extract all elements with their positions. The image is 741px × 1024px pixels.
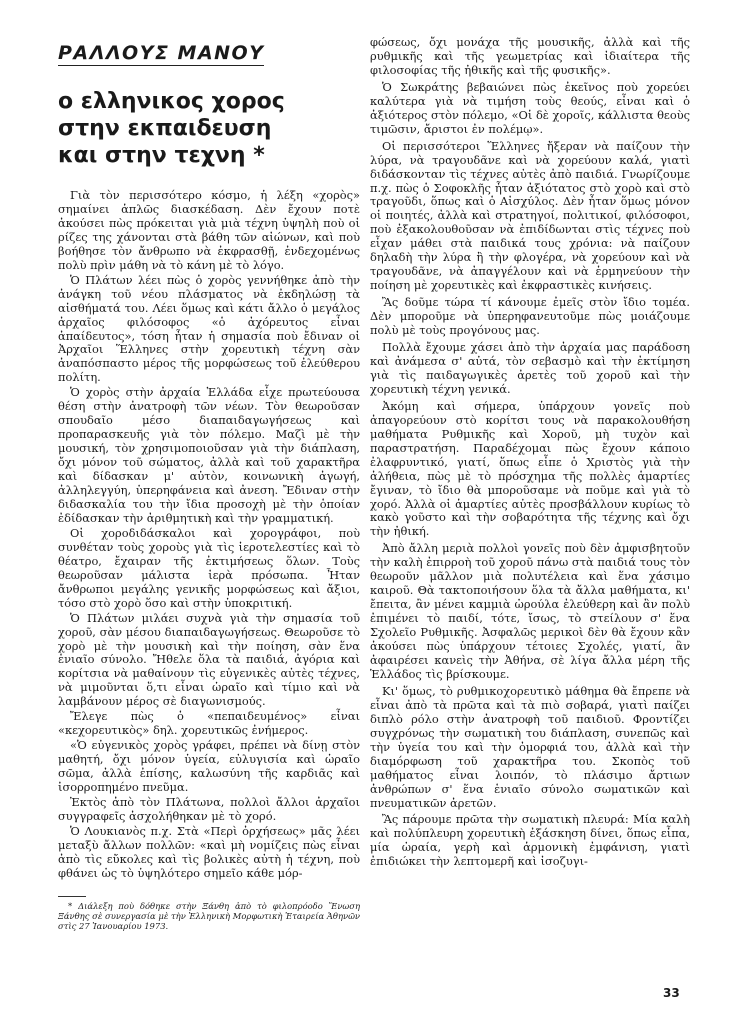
paragraph: Ἀκόμη καὶ σήμερα, ὑπάρχουν γονεῖς ποὺ ἀπαγορεύουν στὸ κορίτσι τους νὰ παρακολουθήση μαθήματα Ρυθμικῆς καὶ Χοροῦ, μὴ τυχὸν καὶ παραστρατήση. Παραδέχομαι πὼς ἔχουν κάποιο ἐλαφρυντικό, γιατί, ὅπως εἶπε ὁ Χριστὸς γιὰ τὴν ἀλήθεια, πὼς μὲ τὸ πρόσχημα τῆς πολλὲς ἁμαρτίες ἔγιναν, τὸ ἴδιο θὰ μποροῦσαμε νὰ ποῦμε καὶ γιὰ τὸ χορό. Ἀλλὰ οἱ ἁμαρτίες αὐτὲς προσβάλλουν κυρίως τὸ κακὸ γοῦστο καὶ τὴν σοβαρότητα τῆς τέχνης καὶ ὄχι τὴν ἠθική. (370, 398, 690, 539)
paragraph: Ἂς δοῦμε τώρα τί κάνουμε ἐμεῖς στὸν ἴδιο τομέα. Δὲν μποροῦμε νὰ ὑπερηφανευτοῦμε πὼς μοιάζουμε πολὺ μὲ τοὺς προγόνους μας. (370, 295, 690, 338)
title-line: και στην τεχνη * (58, 143, 265, 168)
paragraph: Ὁ χορὸς στὴν ἀρχαία Ἑλλάδα εἶχε πρωτεύουσα θέση στὴν ἀνατροφὴ τῶν νέων. Τὸν θεωροῦσαν σπουδαῖο μέσο διαπαιδαγωγήσεως καὶ προπαρασκευῆς γιὰ τὸν πόλεμο. Μαζὶ μὲ τὴν μουσική, τὸν χρησιμοποιοῦσαν γιὰ τὴν διάπλαση, ὄχι μόνον τοῦ σώματος, ἀλλὰ καὶ τοῦ χαρακτῆρα καὶ δίδασκαν μ' αὐτὸν, κοινωνικὴ ἀγωγή, ἀλληλεγγύη, ὑπερηφάνεια καὶ ἀνεση. Ἔδιναν στὴν διδασκαλία του τὴν ἴδια προσοχὴ μὲ τὴν ὁποίαν ἐδίδασκαν τὴν ἀριθμητικὴ καὶ τὴν γραμματική. (58, 385, 360, 525)
paragraph: Οἱ περισσότεροι Ἕλληνες ἤξεραν νὰ παίζουν τὴν λύρα, νὰ τραγουδᾶνε καὶ νὰ χορεύουν καλά, γιατὶ διδάσκονταν τὶς τέχνες αὐτὲς ἀπὸ παιδιά. Γνωρίζουμε π.χ. πὼς ὁ Σοφοκλῆς ἦταν ἀξιότατος στὸ χορὸ καὶ στὸ τραγοῦδι, ὅπως καὶ ὁ Αἰσχύλος. Δὲν ἦταν ὅμως μόνον οἱ ποιητές, ἀλλὰ καὶ στρατηγοί, πολιτικοί, φιλόσοφοι, ποὺ ἐξακολουθοῦσαν νὰ ἐπιδίδωνται στὶς τέχνες ποὺ εἶχαν μάθει στὰ παιδικά τους χρόνια: νὰ παίζουν δηλαδὴ τὴν λύρα ἢ τὴν φλογέρα, νὰ χορεύουν καὶ νὰ τραγουδᾶνε, νὰ ἀπαγγέλουν καὶ νὰ ἑρμηνεύουν τὴν ποίηση μὲ χορευτικὲς καὶ ἐκφραστικὲς κινήσεις. (370, 138, 690, 293)
article-title (58, 88, 360, 169)
title-line: στην εκπαιδευση (58, 116, 272, 141)
right-column (370, 36, 690, 872)
paragraph: Ἔλεγε πὼς ὁ «πεπαιδευμένος» εἶναι «κεχορευτικὸς» δηλ. χορευτικῶς ἐνήμερος. (58, 709, 360, 738)
paragraph: Ὁ Σωκράτης βεβαιώνει πὼς ἐκεῖνος ποὺ χορεύει καλύτερα γιὰ νὰ τιμήση τοὺς θεούς, εἶναι καὶ ὁ ἀξιότερος στὸν πόλεμο, «Οἱ δὲ χοροῖς, κάλλιστα θεοὺς τιμῶσιν, ἄριστοι ἐν πολέμῳ». (370, 79, 690, 136)
paragraph: Ἐκτὸς ἀπὸ τὸν Πλάτωνα, πολλοὶ ἄλλοι ἀρχαῖοι συγγραφεῖς ἀσχολήθηκαν μὲ τὸ χορό. (58, 794, 360, 823)
paragraph: Οἱ χοροδιδάσκαλοι καὶ χορογράφοι, ποὺ συνθέταν τοὺς χοροὺς γιὰ τὶς ἱεροτελεστίες καὶ τὸ θέατρο, ἔχαιραν τῆς ἐκτιμήσεως ὅλων. Τοὺς θεωροῦσαν μάλιστα ἱερὰ πρόσωπα. Ἦταν ἄνθρωποι μεγάλης γενικῆς μορφώσεως καὶ ἄξιοι, τόσο στὸ χορὸ ὅσο καὶ στὴν ὑποκριτική. (58, 525, 360, 610)
paragraph: «Ὁ εὐγενικὸς χορὸς γράφει, πρέπει νὰ δίνῃ στὸν μαθητή, ὄχι μόνον ὑγεία, εὐλυγισία καὶ ὡραῖο σῶμα, ἀλλὰ ἐπίσης, καλωσύνη τῆς καρδιᾶς καὶ ἰσορροπημένο πνεῦμα. (58, 738, 360, 795)
left-column (58, 42, 360, 932)
paragraph: Πολλὰ ἔχουμε χάσει ἀπὸ τὴν ἀρχαία μας παράδοση καὶ ἀνάμεσα σ' αὐτά, τὸν σεβασμὸ καὶ τὴν ἐκτίμηση γιὰ τὶς παιδαγωγικὲς ἀρετὲς τοῦ χοροῦ καὶ τὴν χορευτικὴ τέχνη γενικά. (370, 340, 690, 396)
paragraph: Ὁ Πλάτων μιλάει συχνὰ γιὰ τὴν σημασία τοῦ χοροῦ, σὰν μέσου διαπαιδαγωγήσεως. Θεωροῦσε τὸ χορὸ μὲ τὴν μουσικὴ καὶ τὴν ποίηση, σὰν ἕνα ἑνιαῖο σύνολο. Ἤθελε ὅλα τὰ παιδιά, ἀγόρια καὶ κορίτσια νὰ μαθαίνουν τὶς εὐγενικὲς αὐτὲς τέχνες, νὰ μιμοῦνται ὅ,τι εἶναι ὡραῖο καὶ τίμιο καὶ νὰ λαμβάνουν μέρος σὲ διαγωνισμούς. (58, 610, 360, 709)
author-name: ΡΑΛΛΟΥΣ ΜΑΝΟΥ (58, 42, 265, 64)
page-number: 33 (663, 986, 680, 1000)
paragraph: Κι' ὅμως, τὸ ρυθμικοχορευτικὸ μάθημα θὰ ἔπρεπε νὰ εἶναι ἀπὸ τὰ πρῶτα καὶ τὰ πιὸ σοβαρά, γιατὶ παίζει διπλὸ ρόλο στὴν ἀνατροφὴ τοῦ παιδιοῦ. Φροντίζει συγχρόνως τὴν σωματικὴ του διάπλαση, συνεπῶς καὶ τὴν ὑγεία του καὶ τὴν ὀμορφιά του, ἀλλὰ καὶ τὴν διαμόρφωση τοῦ χαρακτῆρα του. Σκοπὸς τοῦ μαθήματος εἶναι λοιπόν, τὸ πλάσιμο ἄρτιων ἀνθρώπων σ' ἕνα ἑνιαῖο σύνολο σωματικῶν καὶ πνευματικῶν ἀρετῶν. (370, 683, 690, 810)
paragraph: Ὁ Πλάτων λέει πὼς ὁ χορὸς γεννήθηκε ἀπὸ τὴν ἀνάγκη τοῦ νέου πλάσματος νὰ ἐκδηλώσῃ τὰ αἰσθήματά του. Λέει ὅμως καὶ κάτι ἄλλο ὁ μεγάλος ἀρχαῖος φιλόσοφος «ὁ ἀχόρευτος εἶναι ἀπαίδευτος», τόση ἦταν ἡ σημασία ποὺ ἔδιναν οἱ Ἀρχαῖοι Ἕλληνες στὴν χορευτικὴ τέχνη σὰν ἀναπόσπαστο μέρος τῆς μορφώσεως τοῦ ἐλεύθερου πολίτη. (58, 272, 360, 385)
paragraph: Ἀπὸ ἄλλη μεριὰ πολλοὶ γονεῖς ποὺ δὲν ἀμφισβητοῦν τὴν καλὴ ἐπιρροὴ τοῦ χοροῦ πάνω στὰ παιδιά τους τὸν θεωροῦν μᾶλλον μιὰ πολυτέλεια καὶ ἕνα χάσιμο καιροῦ. Θὰ τακτοποιήσουν ὅλα τὰ ἄλλα μαθήματα, κι' ἔπειτα, ἂν μένει καμμιὰ ὡρούλα ἐλεύθερη καὶ ἂν πολὺ ἐπιμένει τὸ παιδί, τότε, ἴσως, τὸ στείλουν σ' ἕνα Σχολεῖο Ρυθμικῆς. Ἀσφαλῶς μερικοὶ δὲν θὰ ἔχουν κἂν ἀκούσει πὼς ὑπάρχουν τέτοιες Σχολές, γιατί, ἂν ἀφαιρέσει κανεὶς τὴν Ἀθήνα, σὲ λίγα ἄλλα μέρη τῆς Ἑλλάδος τὶς βρίσκουμε. (370, 541, 690, 681)
paragraph: Γιὰ τὸν περισσότερο κόσμο, ἡ λέξη «χορὸς» σημαίνει ἁπλῶς διασκέδαση. Δὲν ἔχουν ποτὲ ἀκούσει πὼς πρόκειται γιὰ μιὰ τέχνη ὑψηλὴ ποὺ οἱ ρίζες της χάνονται στὰ βάθη τῶν αἰώνων, καὶ ποὺ βοήθησε τὸν ἄνθρωπο νὰ ἐκφρασθῇ, ἐνδεχομένως πολὺ πρὶν μάθη νὰ τὸ κάνη μὲ τὸ λόγο. (58, 188, 360, 272)
footnote: * Διάλεξη ποὺ δόθηκε στὴν Ξάνθη ἀπὸ τὸ φιλοπρόοδο Ἕνωση Ξάνθης σὲ συνεργασία μὲ τὴν Ἑλληνικὴ Μορφωτικὴ Ἑταιρεία Ἀθηνῶν στὶς 27 Ἰανουαρίου 1973. (58, 900, 360, 931)
paragraph: Ὁ Λουκιανὸς π.χ. Στὰ «Περὶ ὀρχήσεως» μᾶς λέει μεταξὺ ἄλλων πολλῶν: «καὶ μὴ νομίζεις πὼς εἶναι ἀπὸ τὶς εὔκολες καὶ τὶς βολικὲς αὐτὴ ἡ τέχνη, ποὺ φθάνει ὡς τὸ ὑψηλότερο σημεῖο κάθε μόρ- (58, 823, 360, 880)
paragraph: φώσεως, ὄχι μονάχα τῆς μουσικῆς, ἀλλὰ καὶ τῆς ρυθμικῆς καὶ τῆς γεωμετρίας καὶ ἰδιαίτερα τῆς φιλοσοφίας τῆς ἠθικῆς καὶ τῆς φυσικῆς». (370, 35, 690, 77)
footnote-divider (58, 896, 86, 897)
paragraph: Ἂς πάρουμε πρῶτα τὴν σωματικὴ πλευρά: Μία καλὴ καὶ πολύπλευρη χορευτικὴ ἐξάσκηση δίνει, ὅπως εἶπα, μία ὡραία, γερὴ καὶ ἁρμονικὴ ἐμφάνιση, γιατὶ ἐπιδιώκει τὴν λεπτομερῆ καὶ ἰσοζυγι- (370, 812, 690, 869)
title-line: ο ελληνικος χορος (58, 89, 285, 114)
